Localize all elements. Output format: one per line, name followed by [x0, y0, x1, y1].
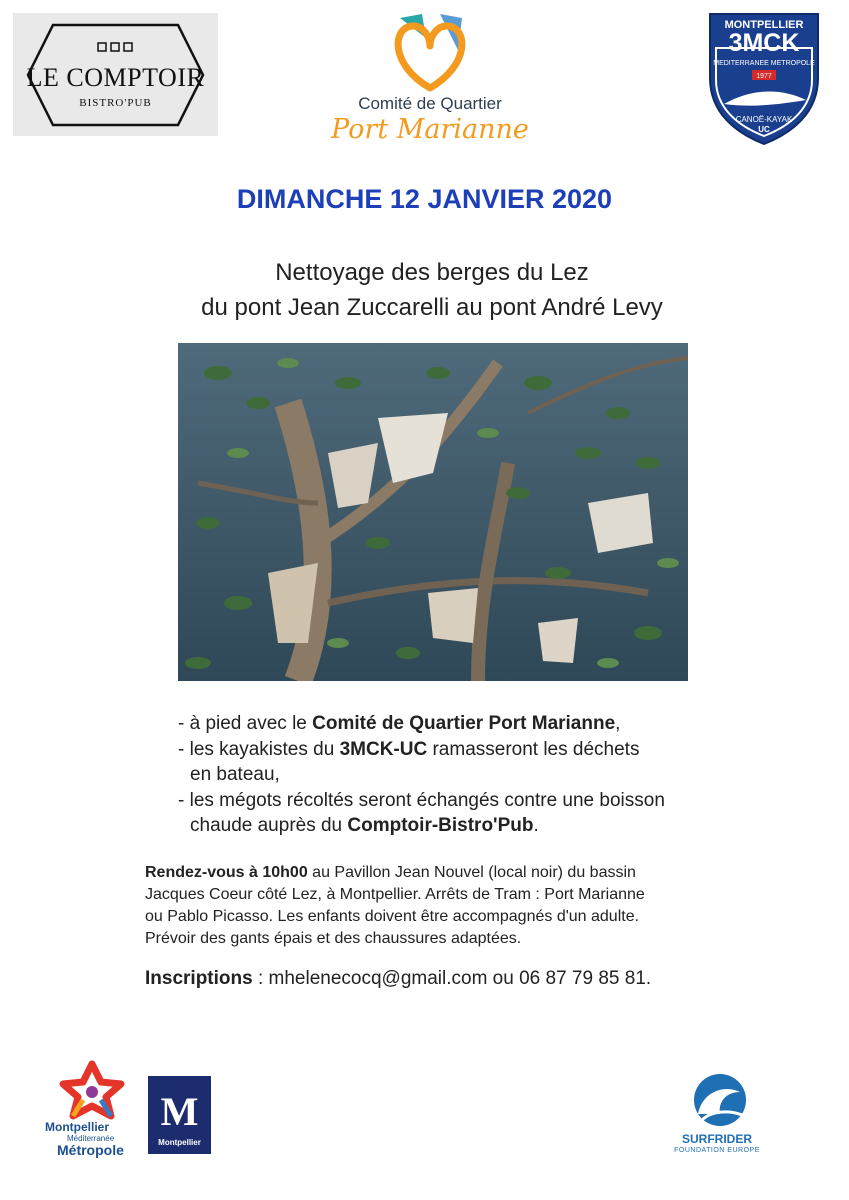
- mck-ring-text: MEDITERRANEE METROPOLE: [713, 60, 815, 67]
- mck-top-text: MONTPELLIER: [724, 19, 804, 31]
- 3mck-badge-logo: [702, 8, 826, 148]
- metro-region: Méditerranée: [67, 1134, 115, 1143]
- event-title-line-2: du pont Jean Zuccarelli au pont André Levy: [201, 294, 663, 321]
- riverbank-litter-photo: [178, 343, 688, 681]
- mck-club-text: UC: [758, 125, 770, 134]
- mck-bottom-text: CANOË-KAYAK: [735, 115, 793, 124]
- mtp-letter: M: [160, 1089, 199, 1134]
- comptoir-title: LE COMPTOIR: [26, 63, 205, 92]
- rendezvous-line-4: Prévoir des gants épais et des chaussures adaptées.: [145, 930, 522, 947]
- comite-quartier-logo: [330, 10, 530, 160]
- surfrider-name: SURFRIDER: [681, 1132, 752, 1146]
- rendezvous-line-2: Jacques Coeur côté Lez, à Montpellier. Arrêts de Tram : Port Marianne: [145, 886, 645, 903]
- star-icon: [45, 1060, 145, 1120]
- montpellier-metropole-logo: [45, 1060, 145, 1160]
- le-comptoir-logo: [13, 13, 218, 136]
- wave-icon: [662, 1070, 772, 1130]
- surfrider-subtitle: FOUNDATION EUROPE: [674, 1147, 760, 1154]
- bullet-kayak-continued: en bateau,: [190, 764, 280, 785]
- heart-icon: [330, 10, 530, 94]
- bullet-cigarette-butts-continued: chaude auprès du Comptoir-Bistro'Pub.: [190, 815, 539, 836]
- bullet-kayak: - les kayakistes du 3MCK-UC ramasseront les déchets: [178, 739, 640, 760]
- metro-label: Métropole: [57, 1142, 124, 1158]
- bullet-walk: - à pied avec le Comité de Quartier Port Marianne,: [178, 713, 621, 734]
- mck-year-text: 1977: [756, 73, 772, 80]
- bullet-cigarette-butts: - les mégots récoltés seront échangés contre une boisson: [178, 790, 665, 811]
- comite-name: Comité de Quartier: [358, 94, 502, 113]
- comptoir-subtitle: BISTRO'PUB: [79, 97, 152, 109]
- rendezvous-line-3: ou Pablo Picasso. Les enfants doivent être accompagnés d'un adulte.: [145, 908, 640, 925]
- surfrider-logo: [662, 1070, 772, 1160]
- ville-montpellier-logo: [148, 1076, 211, 1154]
- metro-name: Montpellier: [45, 1120, 110, 1134]
- inscriptions-label: Inscriptions: [145, 968, 253, 989]
- mtp-name: Montpellier: [158, 1138, 201, 1147]
- rendezvous-line-1: Rendez-vous à 10h00 au Pavillon Jean Nouvel (local noir) du bassin: [145, 864, 636, 881]
- inscriptions-contact: : mhelenecocq@gmail.com ou 06 87 79 85 81.: [252, 968, 652, 989]
- event-title-line-1: Nettoyage des berges du Lez: [275, 259, 589, 286]
- event-date-heading: DIMANCHE 12 JANVIER 2020: [236, 184, 613, 214]
- inscriptions-line: [145, 968, 651, 990]
- comite-place: Port Marianne: [331, 114, 529, 145]
- mck-name-text: 3MCK: [728, 29, 800, 57]
